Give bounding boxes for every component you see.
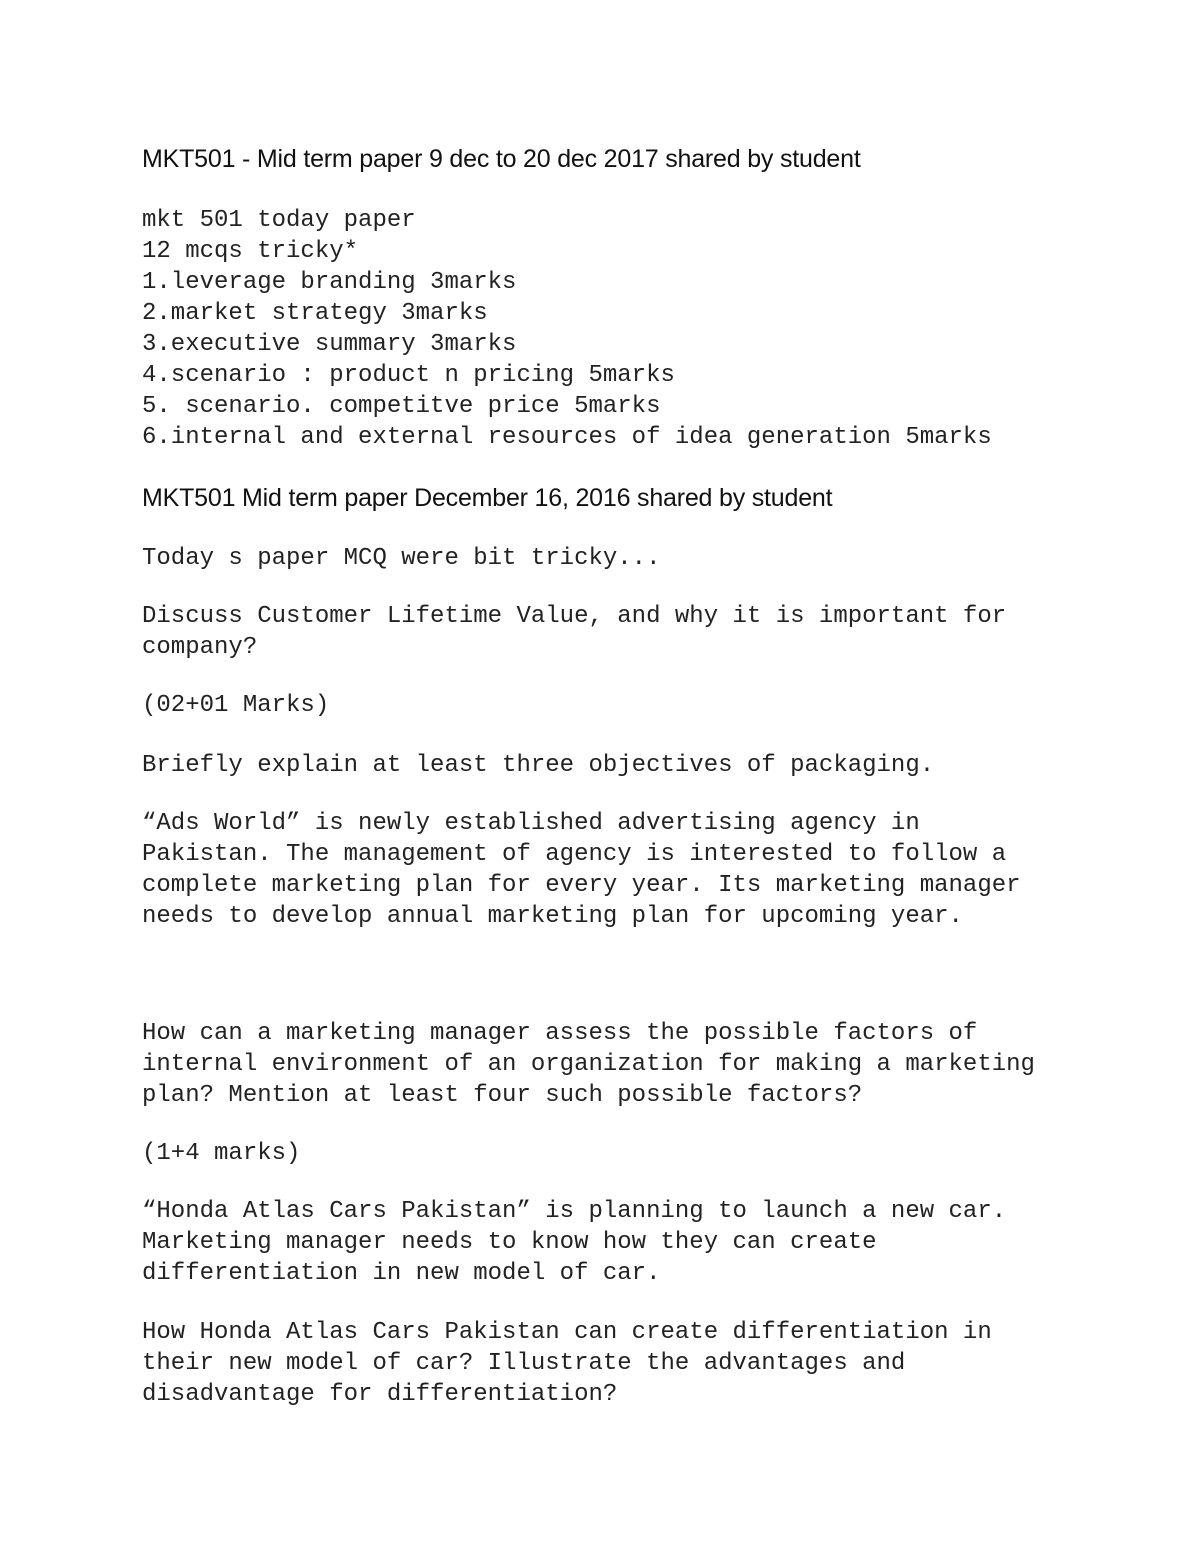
list-line: 12 mcqs tricky* — [142, 238, 359, 265]
list-line: 3.executive summary 3marks — [142, 331, 517, 358]
list-line: mkt 501 today paper — [142, 207, 416, 234]
marks-label: (02+01 Marks) — [142, 692, 330, 719]
section2-title: MKT501 Mid term paper December 16, 2016 shared by student — [142, 484, 833, 512]
scenario-honda: “Honda Atlas Cars Pakistan” is planning to launch a new car. Marketing manager needs to know how they can create differentiation in new model of car. — [142, 1198, 1007, 1287]
section1-title: MKT501 - Mid term paper 9 dec to 20 dec 2017 shared by student — [142, 145, 861, 173]
question-packaging: Briefly explain at least three objectives of packaging. — [142, 752, 935, 779]
question-clv: Discuss Customer Lifetime Value, and why it is important for company? — [142, 603, 1007, 661]
marks-label: (1+4 marks) — [142, 1140, 301, 1167]
section1-list — [142, 205, 992, 453]
list-line: 4.scenario : product n pricing 5marks — [142, 362, 675, 389]
list-line: 5. scenario. competitve price 5marks — [142, 393, 661, 420]
section2-intro: Today s paper MCQ were bit tricky... — [142, 545, 661, 572]
scenario-ads-world: “Ads World” is newly established advertising agency in Pakistan. The management of agency is interested to follow a complete marketing plan for every year. Its marketing manager needs to develop annual marketing plan for upcoming year. — [142, 810, 1021, 930]
list-line: 6.internal and external resources of idea generation 5marks — [142, 424, 992, 451]
list-line: 2.market strategy 3marks — [142, 300, 488, 327]
question-differentiation: How Honda Atlas Cars Pakistan can create differentiation in their new model of car? Illustrate the advantages and disadvantage for differentiation? — [142, 1319, 992, 1408]
question-internal-environment: How can a marketing manager assess the possible factors of internal environment of an organization for making a marketing plan? Mention at least four such possible factors? — [142, 1020, 1035, 1109]
list-line: 1.leverage branding 3marks — [142, 269, 517, 296]
